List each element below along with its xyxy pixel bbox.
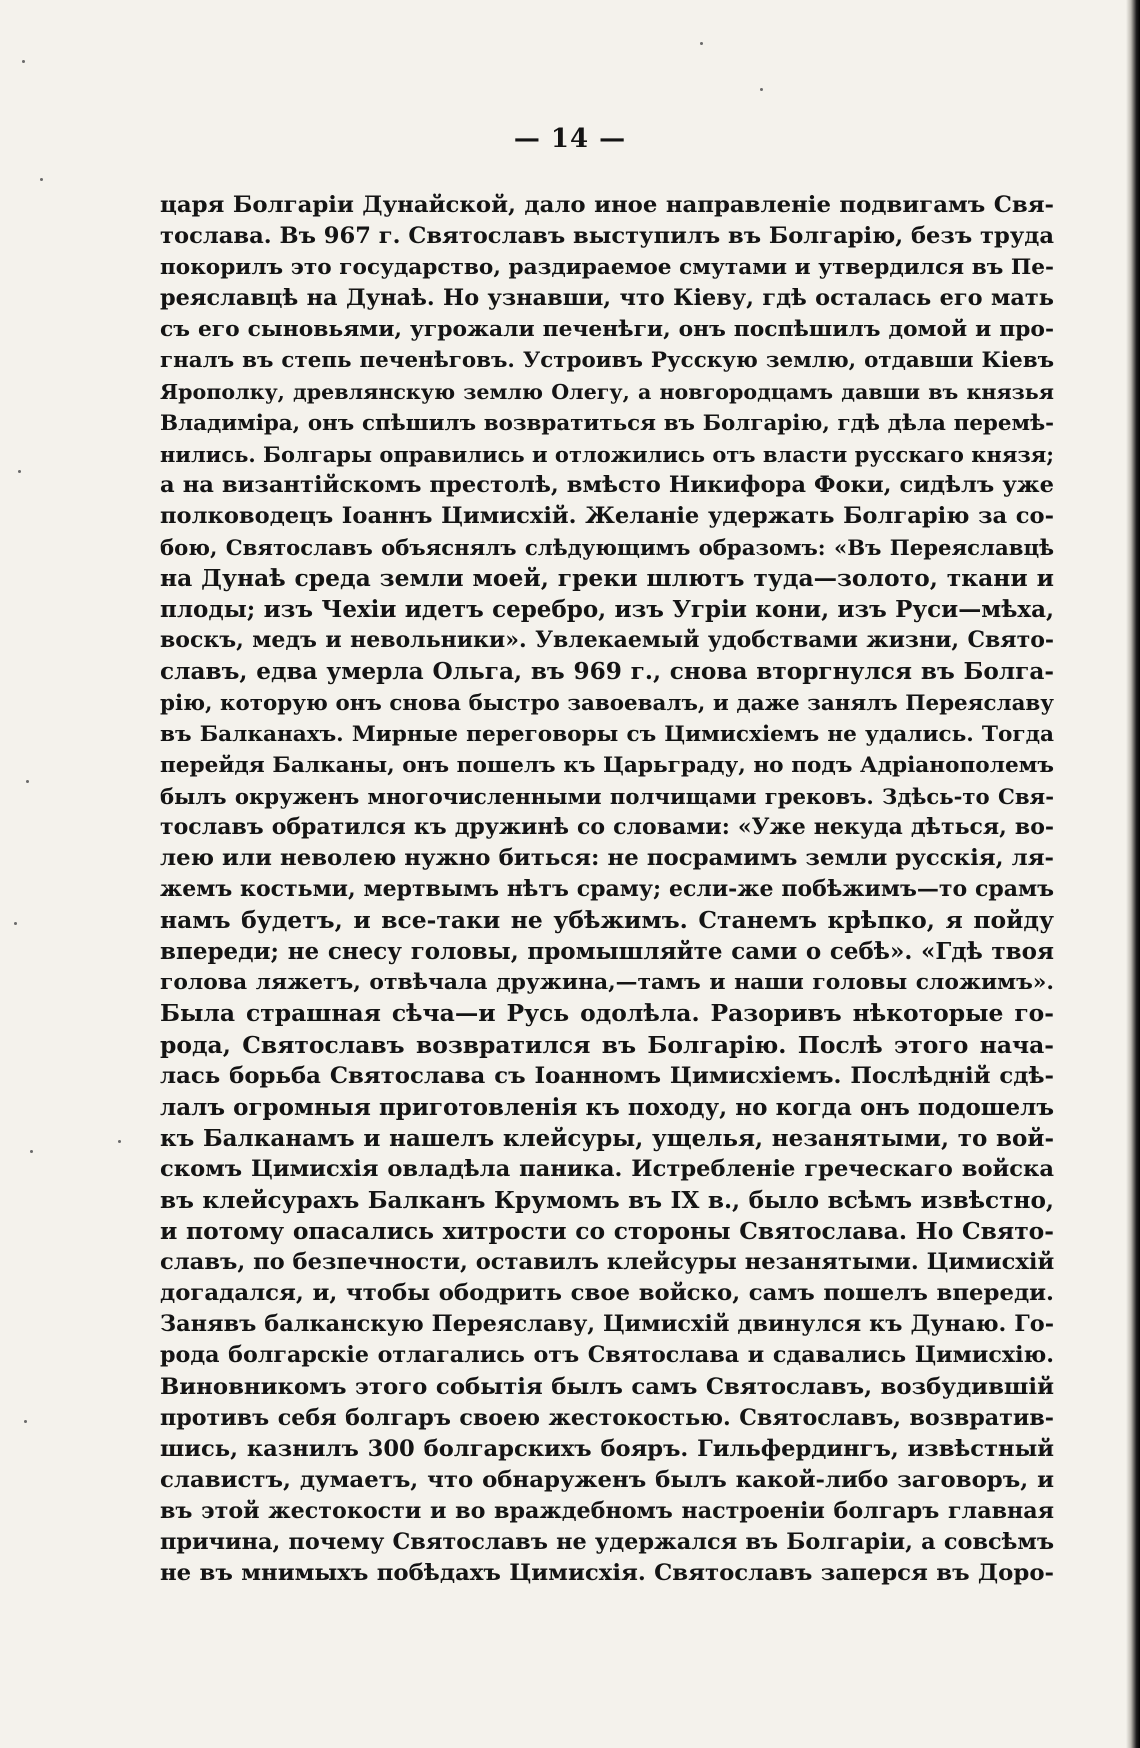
text-line: а на византійскомъ престолѣ, вмѣсто Никифора Фоки, сидѣлъ уже [160, 471, 1054, 498]
text-line: тослава. Въ 967 г. Святославъ выступилъ въ Болгарію, безъ труда [160, 223, 1055, 250]
text-line: Виновникомъ этого событія былъ самъ Святославъ, возбудившій [160, 1373, 1054, 1400]
text-line: съ его сыновьями, угрожали печенѣги, онъ поспѣшилъ домой и про- [160, 317, 1054, 343]
body-text [160, 190, 1054, 1589]
text-line: нились. Болгары оправились и отложились отъ власти русскаго князя; [160, 441, 1054, 467]
page-number: — 14 — [513, 124, 627, 154]
text-line: не въ мнимыхъ побѣдахъ Цимисхія. Святославъ заперся въ Доро- [160, 1560, 1054, 1587]
text-line: славъ, едва умерла Ольга, въ 969 г., снова вторгнулся въ Болга- [160, 658, 1054, 686]
scan-speck [700, 42, 703, 45]
text-line: шись, казнилъ 300 болгарскихъ бояръ. Гильфердингъ, извѣстный [160, 1435, 1054, 1462]
text-line: Ярополку, древлянскую землю Олегу, а новгородцамъ давши въ князья [160, 379, 1054, 404]
text-line: тославъ обратился къ дружинѣ со словами: «Уже некуда дѣться, во- [160, 813, 1054, 840]
text-line: Была страшная сѣча—и Русь одолѣла. Разоривъ нѣкоторые го- [160, 999, 1054, 1028]
text-line: полководецъ Іоаннъ Цимисхій. Желаніе удержать Болгарію за со- [160, 502, 1054, 529]
text-line: голова ляжетъ, отвѣчала дружина,—тамъ и наши головы сложимъ». [160, 970, 1054, 996]
text-line: реяславцѣ на Дунаѣ. Но узнавши, что Кіеву, гдѣ осталась его мать [160, 285, 1054, 312]
text-line: бою, Святославъ объяснялъ слѣдующимъ образомъ: «Въ Переяславцѣ [160, 535, 1054, 561]
text-line: царя Болгаріи Дунайской, дало иное направленіе подвигамъ Свя- [160, 192, 1054, 218]
text-line: догадался, и, чтобы ободрить свое войско, самъ пошелъ впереди. [160, 1280, 1054, 1307]
text-line: на Дунаѣ среда земли моей, греки шлютъ туда—золото, ткани и [160, 564, 1054, 593]
text-line: Владиміра, онъ спѣшилъ возвратиться въ Болгарію, гдѣ дѣла перемѣ- [160, 410, 1054, 436]
text-line: плоды; изъ Чехіи идетъ серебро, изъ Угріи кони, изъ Руси—мѣха, [160, 596, 1054, 624]
scan-speck [24, 1420, 27, 1423]
text-line: жемъ костьми, мертвымъ нѣтъ сраму; если-же побѣжимъ—то срамъ [160, 876, 1054, 903]
scan-speck [40, 178, 43, 181]
text-line: скомъ Цимисхія овладѣла паника. Истребленіе греческаго войска [160, 1155, 1054, 1182]
text-line: рію, которую онъ снова быстро завоевалъ, и даже занялъ Переяславу [160, 690, 1054, 716]
text-line: лась борьба Святослава съ Іоанномъ Цимисхіемъ. Послѣдній сдѣ- [160, 1062, 1054, 1089]
text-line: Занявъ балканскую Переяславу, Цимисхій двинулся къ Дунаю. Го- [160, 1311, 1054, 1338]
text-line: впереди; не снесу головы, промышляйте сами о себѣ». «Гдѣ твоя [160, 938, 1054, 966]
text-line: покорилъ это государство, раздираемое смутами и утвердился въ Пе- [160, 255, 1054, 281]
text-line: въ Балканахъ. Мирные переговоры съ Цимисхіемъ не удались. Тогда [160, 721, 1054, 747]
scan-speck [14, 922, 17, 925]
text-line: перейдя Балканы, онъ пошелъ къ Царьграду, но подъ Адріанополемъ [160, 752, 1054, 778]
text-line: и потому опасались хитрости со стороны Святослава. Но Свято- [160, 1217, 1054, 1246]
text-line: лалъ огромныя приготовленія къ походу, но когда онъ подошелъ [160, 1093, 1054, 1121]
text-line: къ Балканамъ и нашелъ клейсуры, ущелья, незанятыми, то вой- [160, 1124, 1054, 1152]
text-line: рода болгарскіе отлагались отъ Святослава и сдавались Цимисхію. [160, 1342, 1054, 1369]
scan-speck [26, 780, 29, 783]
text-line: лею или неволею нужно биться: не посрамимъ земли русскія, ля- [160, 844, 1054, 871]
scan-speck [760, 88, 763, 91]
text-line: противъ себя болгаръ своею жестокостью. Святославъ, возвратив- [160, 1404, 1054, 1431]
page-edge-shadow [1126, 0, 1140, 1748]
text-line: гналъ въ степь печенѣговъ. Устроивъ Русскую землю, отдавши Кіевъ [160, 348, 1054, 374]
text-line: въ этой жестокости и во враждебномъ настроеніи болгаръ главная [160, 1497, 1054, 1524]
scan-speck [118, 1140, 121, 1143]
scan-speck [30, 1150, 33, 1153]
scan-speck [18, 470, 21, 473]
text-line: славъ, по безпечности, оставилъ клейсуры незанятыми. Цимисхій [160, 1249, 1055, 1276]
text-line: въ клейсурахъ Балканъ Крумомъ въ IX в., было всѣмъ извѣстно, [160, 1187, 1054, 1214]
text-line: воскъ, медъ и невольники». Увлекаемый удобствами жизни, Свято- [160, 627, 1054, 654]
scan-speck [22, 60, 25, 63]
text-line: намъ будетъ, и все-таки не убѣжимъ. Станемъ крѣпко, я пойду [160, 906, 1054, 935]
text-line: рода, Святославъ возвратился въ Болгарію. Послѣ этого нача- [160, 1030, 1054, 1059]
text-line: славистъ, думаетъ, что обнаруженъ былъ какой-либо заговоръ, и [160, 1466, 1054, 1493]
text-line: причина, почему Святославъ не удержался въ Болгаріи, а совсѣмъ [160, 1529, 1054, 1556]
text-line: былъ окруженъ многочисленными полчищами грековъ. Здѣсь-то Свя- [160, 783, 1054, 809]
